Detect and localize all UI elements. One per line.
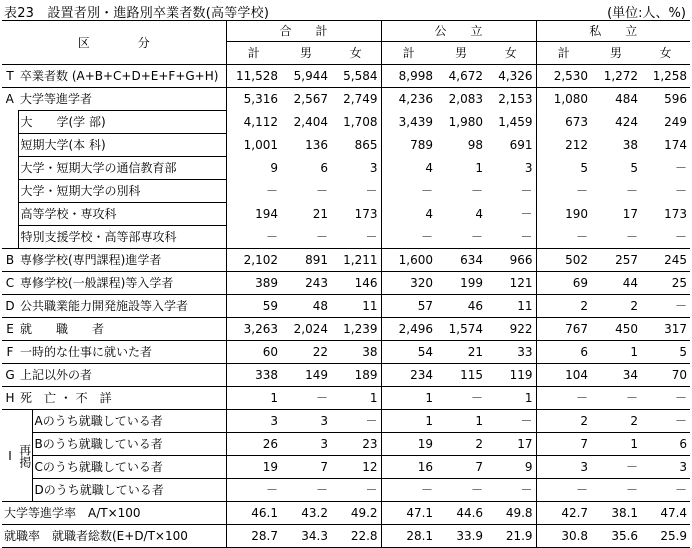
table-cell: － [436, 479, 486, 502]
table-cell: 4 [381, 157, 436, 180]
rate-label: 就職率 就職者総数(E+D/T×100 [2, 525, 226, 548]
table-cell: 23 [331, 433, 381, 456]
table-cell: 502 [536, 249, 591, 272]
table-cell: 34.3 [281, 525, 331, 548]
table-cell: 46 [436, 295, 486, 318]
table-cell: 3 [536, 456, 591, 479]
table-cell: 25 [641, 272, 690, 295]
table-cell: － [315, 184, 328, 198]
table-row [2, 433, 690, 456]
table-cell: 2,102 [226, 249, 281, 272]
table-cell: 789 [381, 134, 436, 157]
table-cell: － [675, 184, 688, 198]
rate-row [2, 525, 690, 548]
table-cell: － [226, 226, 281, 249]
table-row [2, 226, 690, 249]
table-cell: 5,584 [331, 65, 381, 88]
table-cell: 1 [591, 341, 641, 364]
table-cell: 2,404 [293, 115, 328, 129]
table-cell: 60 [226, 341, 281, 364]
sub-header: 女 [486, 42, 536, 65]
sub-header: 計 [381, 42, 436, 65]
table-cell: 30.8 [536, 525, 591, 548]
table-cell: － [675, 161, 688, 175]
sub-header: 計 [226, 42, 281, 65]
table-cell: 1,211 [331, 249, 381, 272]
table-cell: 2 [536, 295, 591, 318]
row-label: 死 亡 ・ 不 詳 [18, 387, 226, 410]
row-prefix: C [2, 272, 18, 295]
table-row [2, 295, 690, 318]
table-cell: 146 [331, 272, 381, 295]
table-cell: 5,316 [226, 88, 281, 111]
table-cell: 245 [641, 249, 690, 272]
table-cell: 3 [369, 161, 378, 175]
table-cell: － [331, 410, 381, 433]
sub-header: 男 [591, 42, 641, 65]
table-cell: － [536, 226, 591, 249]
table-cell: 22 [281, 341, 331, 364]
table-cell: 5,944 [281, 65, 331, 88]
row-prefix: G [2, 364, 18, 387]
table-cell: 44.6 [436, 502, 486, 525]
row-label: 専修学校(一般課程)等入学者 [18, 272, 226, 295]
row-prefix: A [2, 88, 18, 249]
table-cell: 1,708 [343, 115, 378, 129]
row-label: 大学・短期大学の別科 [18, 180, 226, 203]
table-cell: － [536, 180, 591, 203]
table-cell: 2,567 [293, 92, 328, 107]
table-cell: 19 [381, 433, 436, 456]
table-cell: 5 [630, 161, 639, 175]
table-cell: 1,272 [591, 65, 641, 88]
table-cell: 3,263 [226, 318, 281, 341]
table-cell: 234 [381, 364, 436, 387]
table-cell: 2,153 [498, 92, 533, 107]
table-row [2, 341, 690, 364]
row-label: 上記以外の者 [18, 364, 226, 387]
row-prefix: H [2, 387, 18, 410]
table-cell: － [331, 226, 381, 249]
table-cell: － [641, 479, 690, 502]
table-cell: 173 [354, 207, 378, 221]
table-cell: 1 [436, 410, 486, 433]
table-row [2, 410, 690, 433]
table-cell: 26 [226, 433, 281, 456]
table-cell: － [520, 207, 533, 221]
table-cell: － [436, 387, 486, 410]
table-row [2, 157, 690, 180]
table-cell: 7 [536, 433, 591, 456]
table-cell: － [226, 180, 281, 203]
table-cell: 4,672 [436, 65, 486, 88]
table-cell: 11,528 [226, 65, 281, 88]
table-cell: 194 [226, 203, 281, 226]
table-cell: 17 [486, 433, 536, 456]
table-cell: 1,459 [498, 115, 533, 129]
row-label: 専修学校(専門課程)進学者 [18, 249, 226, 272]
restated-text: 再掲 [18, 443, 32, 468]
table-cell: － [641, 226, 690, 249]
table-cell: － [331, 479, 381, 502]
table-cell: 3 [226, 410, 281, 433]
sub-header: 女 [331, 42, 381, 65]
row-label: 一時的な仕事に就いた者 [18, 341, 226, 364]
table-cell: 2 [591, 410, 641, 433]
table-cell: 1 [226, 387, 281, 410]
table-cell: 4 [475, 207, 484, 221]
table-cell: 115 [436, 364, 486, 387]
table-cell: 691 [509, 138, 533, 152]
row-label: Dのうち就職している者 [32, 479, 226, 502]
table-cell: － [520, 184, 533, 198]
table-cell: 174 [664, 138, 688, 152]
table-cell: － [591, 479, 641, 502]
table-cell: 9 [486, 456, 536, 479]
table-cell: 48 [281, 295, 331, 318]
group-header-total: 合 計 [226, 21, 381, 42]
table-cell: － [471, 184, 484, 198]
table-cell: 21 [312, 207, 328, 221]
table-cell: 1,258 [641, 65, 690, 88]
table-cell: 3 [281, 433, 331, 456]
table-cell: 35.6 [591, 525, 641, 548]
row-label: Bのうち就職している者 [32, 433, 226, 456]
table-cell: 34 [591, 364, 641, 387]
table-cell: 21.9 [486, 525, 536, 548]
statistics-table [2, 20, 690, 548]
table-cell: 212 [536, 134, 591, 157]
table-cell: 54 [381, 341, 436, 364]
table-cell: 5 [536, 157, 591, 180]
table-cell: 6 [320, 161, 328, 175]
table-cell: 249 [664, 115, 688, 129]
row-label: 特別支援学校・高等部専攻科 [18, 226, 226, 249]
table-cell: － [591, 226, 641, 249]
table-cell: 3,439 [381, 111, 436, 134]
table-cell: 173 [664, 207, 688, 221]
table-cell: － [641, 295, 690, 318]
table-cell: 2,749 [343, 92, 378, 107]
table-cell: － [381, 479, 436, 502]
sub-header: 男 [436, 42, 486, 65]
table-cell: 2,496 [381, 318, 436, 341]
table-cell: 4,326 [486, 65, 536, 88]
table-cell: － [486, 226, 536, 249]
row-prefix: E [2, 318, 18, 341]
table-cell: 5 [641, 341, 690, 364]
table-cell: 484 [615, 92, 639, 107]
table-row [2, 88, 690, 111]
table-cell: 12 [331, 456, 381, 479]
row-prefix: F [2, 341, 18, 364]
table-cell: 1,001 [226, 134, 281, 157]
table-cell: 450 [591, 318, 641, 341]
table-cell: 2 [591, 295, 641, 318]
table-cell: 25.9 [641, 525, 690, 548]
table-cell: 3 [524, 161, 533, 175]
table-cell: 21 [436, 341, 486, 364]
table-row [2, 387, 690, 410]
sub-header: 計 [536, 42, 591, 65]
table-cell: 4 [381, 203, 436, 226]
table-cell: 69 [536, 272, 591, 295]
table-cell: 7 [436, 456, 486, 479]
table-cell: 16 [381, 456, 436, 479]
table-cell: 6 [536, 341, 591, 364]
row-label: 大学・短期大学の通信教育部 [18, 157, 226, 180]
table-cell: 1 [475, 161, 484, 175]
table-cell: 1 [591, 433, 641, 456]
table-cell: 865 [354, 138, 378, 152]
table-cell: － [381, 180, 436, 203]
table-cell: 42.7 [536, 502, 591, 525]
table-cell: － [281, 387, 331, 410]
table-cell: 98 [467, 138, 484, 152]
table-cell: 49.8 [486, 502, 536, 525]
table-cell: 1 [381, 387, 436, 410]
table-row [2, 479, 690, 502]
table-cell: 46.1 [226, 502, 281, 525]
table-cell: 11 [486, 295, 536, 318]
table-cell: 189 [331, 364, 381, 387]
table-cell: 243 [281, 272, 331, 295]
table-cell: － [641, 410, 690, 433]
table-row [2, 364, 690, 387]
table-cell: 338 [226, 364, 281, 387]
table-cell: 922 [486, 318, 536, 341]
row-label: 公共職業能力開発施設等入学者 [18, 295, 226, 318]
row-label: 高等学校・専攻科 [18, 203, 226, 226]
table-cell: 2,530 [536, 65, 591, 88]
table-cell: － [281, 479, 331, 502]
table-cell: 1,980 [448, 115, 484, 129]
table-cell: 47.1 [381, 502, 436, 525]
table-cell: 70 [641, 364, 690, 387]
row-label: 就 職 者 [18, 318, 226, 341]
table-cell: － [365, 184, 378, 198]
table-cell: － [591, 387, 641, 410]
table-cell: － [436, 226, 486, 249]
sub-header: 女 [641, 42, 690, 65]
table-row [2, 456, 690, 479]
row-label: 卒業者数 (A+B+C+D+E+F+G+H) [18, 65, 226, 88]
table-row [2, 249, 690, 272]
table-cell: 47.4 [641, 502, 690, 525]
unit-label: (単位:人、%) [607, 6, 686, 21]
row-prefix: T [2, 65, 18, 88]
table-cell: － [591, 456, 641, 479]
table-cell: 38 [622, 138, 639, 152]
table-cell: 119 [486, 364, 536, 387]
table-cell: － [641, 387, 690, 410]
row-prefix: D [2, 295, 18, 318]
row-label: Cのうち就職している者 [32, 456, 226, 479]
table-cell: 389 [226, 272, 281, 295]
table-row [2, 203, 690, 226]
row-prefix: I [2, 410, 18, 502]
table-cell: 2 [436, 433, 486, 456]
table-cell: 28.1 [381, 525, 436, 548]
table-cell: － [381, 226, 436, 249]
category-header: 区 分 [2, 21, 226, 65]
table-cell: 19 [226, 456, 281, 479]
table-cell: 1 [331, 387, 381, 410]
row-label: 短期大学(本 科) [18, 134, 226, 157]
table-row [2, 180, 690, 203]
table-cell: 673 [536, 111, 591, 134]
table-cell: 1 [381, 410, 436, 433]
table-cell: 4,236 [381, 88, 436, 111]
table-cell: 1,600 [381, 249, 436, 272]
table-cell: 6 [641, 433, 690, 456]
table-cell: 4,112 [226, 111, 281, 134]
table-cell: 33 [486, 341, 536, 364]
table-cell: － [536, 479, 591, 502]
table-row [2, 134, 690, 157]
table-cell: 2 [536, 410, 591, 433]
table-cell: 634 [436, 249, 486, 272]
table-cell: 38.1 [591, 502, 641, 525]
table-cell: 28.7 [226, 525, 281, 548]
table-cell: 1,080 [536, 88, 591, 111]
table-cell: 3 [281, 410, 331, 433]
table-cell: 257 [591, 249, 641, 272]
row-label: Aのうち就職している者 [32, 410, 226, 433]
table-cell: 11 [331, 295, 381, 318]
table-cell: 1,239 [331, 318, 381, 341]
table-row [2, 111, 690, 134]
table-cell: 9 [226, 157, 281, 180]
table-cell: 149 [281, 364, 331, 387]
rate-row [2, 502, 690, 525]
table-cell: 121 [486, 272, 536, 295]
table-cell: 8,998 [381, 65, 436, 88]
table-row [2, 318, 690, 341]
rate-label: 大学等進学率 A/T×100 [2, 502, 226, 525]
table-cell: 891 [281, 249, 331, 272]
table-cell: 2,083 [448, 92, 484, 107]
table-cell: 136 [305, 138, 328, 152]
table-cell: 320 [381, 272, 436, 295]
sub-header: 男 [281, 42, 331, 65]
table-cell: 7 [281, 456, 331, 479]
table-cell: － [536, 387, 591, 410]
group-header-public: 公 立 [381, 21, 536, 42]
table-cell: 424 [615, 115, 639, 129]
table-cell: 43.2 [281, 502, 331, 525]
table-cell: 17 [622, 207, 639, 221]
row-prefix: B [2, 249, 18, 272]
table-cell: 33.9 [436, 525, 486, 548]
group-header-private: 私 立 [536, 21, 690, 42]
table-cell: 190 [536, 203, 591, 226]
table-cell: － [486, 410, 536, 433]
table-cell: － [226, 479, 281, 502]
table-cell: 199 [436, 272, 486, 295]
table-cell: 59 [226, 295, 281, 318]
table-cell: 317 [641, 318, 690, 341]
table-cell: － [281, 226, 331, 249]
table-cell: 3 [641, 456, 690, 479]
table-cell: 57 [381, 295, 436, 318]
table-cell: 767 [536, 318, 591, 341]
table-cell: 966 [486, 249, 536, 272]
table-cell: 104 [536, 364, 591, 387]
table-row [2, 272, 690, 295]
table-cell: 2,024 [281, 318, 331, 341]
table-cell: 38 [331, 341, 381, 364]
table-cell: － [486, 479, 536, 502]
table-cell: 1,574 [436, 318, 486, 341]
table-cell: 22.8 [331, 525, 381, 548]
row-label: 大学等進学者 [20, 92, 93, 106]
table-row [2, 65, 690, 88]
table-cell: 44 [591, 272, 641, 295]
table-cell: 49.2 [331, 502, 381, 525]
table-title: 表23 設置者別・進路別卒業者数(高等学校) [4, 6, 270, 21]
row-label: 大 学(学 部) [18, 111, 226, 134]
table-cell: － [626, 184, 639, 198]
restated-label [18, 410, 32, 502]
table-cell: 596 [664, 92, 688, 107]
table-cell: 1 [486, 387, 536, 410]
